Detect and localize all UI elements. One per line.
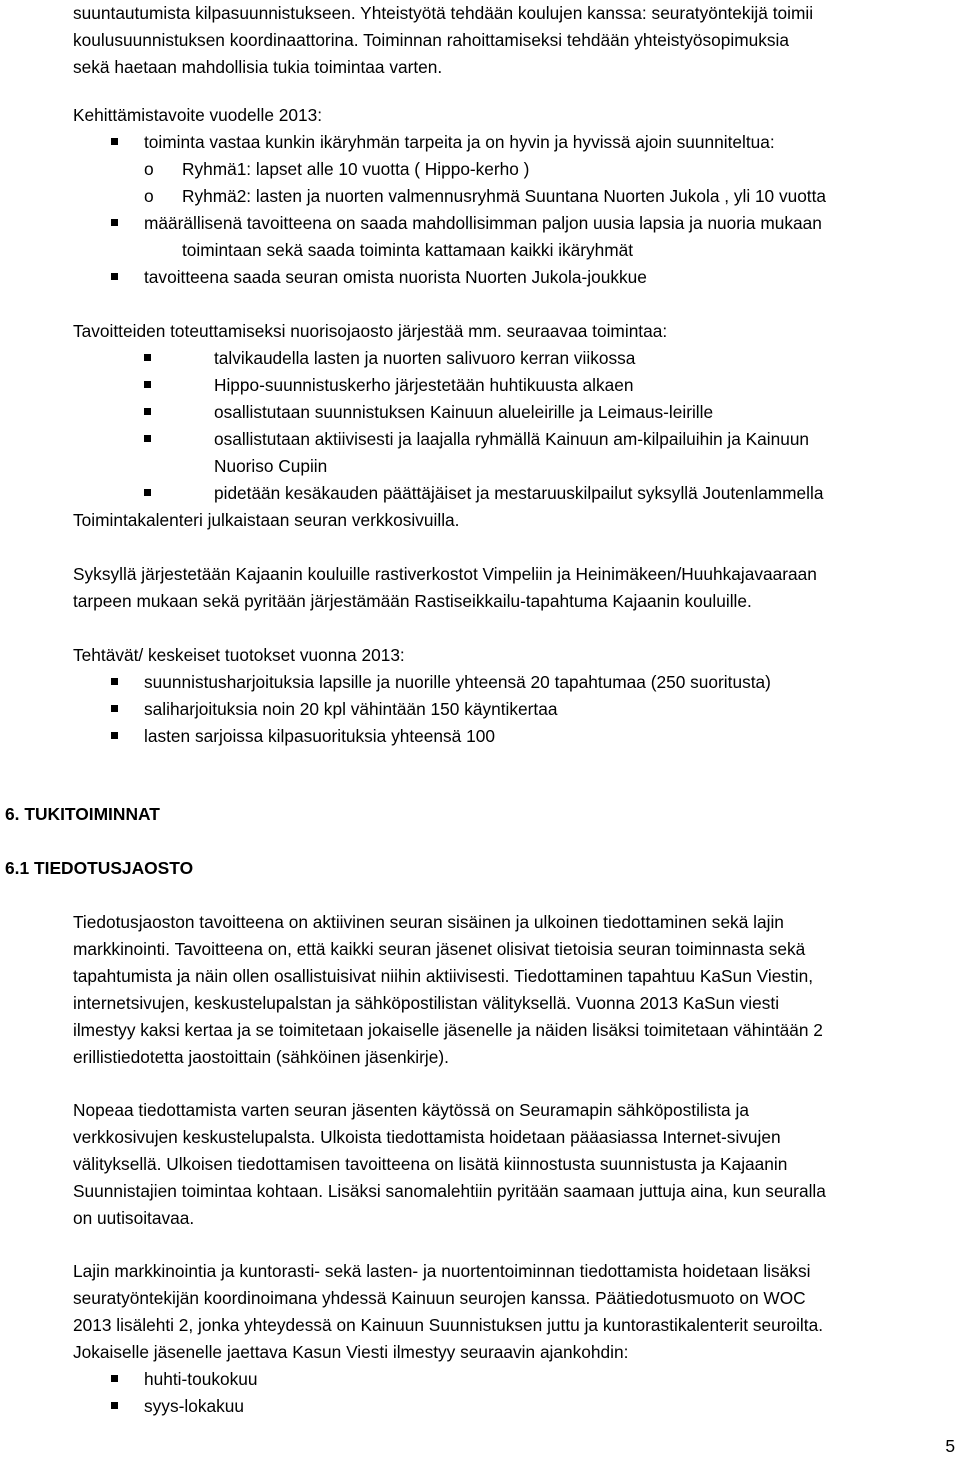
p2-line-1: Nopeaa tiedottamista varten seuran jäsenten käytössä on Seuramapin sähköpostilista ja (73, 1100, 749, 1120)
toteutus-item-2: Hippo-suunnistuskerho järjestetään huhtikuusta alkaen (214, 375, 634, 395)
square-bullet-icon (111, 219, 118, 226)
kehitys-bullet-3: tavoitteena saada seuran omista nuorista Nuorten Jukola-joukkue (144, 267, 647, 287)
intro-line-2: koulusuunnistuksen koordinaattorina. Toiminnan rahoittamiseksi tehdään yhteistyösopimuksia (73, 30, 789, 50)
ajankohta-2: syys-lokakuu (144, 1396, 244, 1416)
square-bullet-icon (144, 408, 151, 415)
toteutus-item-1: talvikaudella lasten ja nuorten salivuoro kerran viikossa (214, 348, 636, 368)
intro-line-1: suuntautumista kilpasuunnistukseen. Yhteistyötä tehdään koulujen kanssa: seuratyöntekijä toimii (73, 3, 814, 23)
kehitys-bullet-1: toiminta vastaa kunkin ikäryhmän tarpeita ja on hyvin ja hyvissä ajoin suunniteltua: (144, 132, 775, 152)
p1-line-4: internetsivujen, keskustelupalstan ja sähköpostilistan välityksellä. Vuonna 2013 KaSun viesti (73, 993, 780, 1013)
tehtavat-bullet-2: saliharjoituksia noin 20 kpl vähintään 150 käyntikertaa (144, 699, 558, 719)
toteutus-item-3: osallistutaan suunnistuksen Kainuun alueleirille ja Leimaus-leirille (214, 402, 714, 422)
toteutus-item-5: pidetään kesäkauden päättäjäiset ja mestaruuskilpailut syksyllä Joutenlammella (214, 483, 824, 503)
square-bullet-icon (144, 489, 151, 496)
square-bullet-icon (111, 1375, 118, 1382)
square-bullet-icon (111, 138, 118, 145)
tehtavat-title: Tehtävät/ keskeiset tuotokset vuonna 2013: (73, 645, 405, 665)
tehtavat-bullet-1: suunnistusharjoituksia lapsille ja nuorille yhteensä 20 tapahtumaa (250 suoritusta) (144, 672, 771, 692)
p1-line-2: markkinointi. Tavoitteena on, että kaikki seuran jäsenet olisivat tietoisia seuran toiminnasta sekä (73, 939, 806, 959)
p1-line-3: tapahtumista ja näin ollen osallistuisivat niihin aktiivisesti. Tiedottaminen tapahtuu KaSun Viestin, (73, 966, 814, 986)
circle-bullet-icon: o (144, 186, 154, 206)
section-6-1-heading: 6.1 TIEDOTUSJAOSTO (5, 858, 194, 878)
p2-line-4: Suunnistajien toimintaa kohtaan. Lisäksi sanomalehtiin pyritään saamaan juttuja aina, kun seuralla (73, 1181, 826, 1201)
page-number: 5 (945, 1436, 955, 1456)
toteutus-item-4a: osallistutaan aktiivisesti ja laajalla ryhmällä Kainuun am-kilpailuihin ja Kainuun (214, 429, 810, 449)
p3-line-3: 2013 lisälehti 2, jonka yhteydessä on Kainuun Suunnistuksen juttu ja kuntorastikalenterit seuroilta. (73, 1315, 823, 1335)
square-bullet-icon (111, 273, 118, 280)
kehitys-sub-2: Ryhmä2: lasten ja nuorten valmennusryhmä Suuntana Nuorten Jukola , yli 10 vuotta (182, 186, 826, 206)
p3-line-4: Jokaiselle jäsenelle jaettava Kasun Viesti ilmestyy seuraavin ajankohdin: (73, 1342, 629, 1362)
section-6-heading: 6. TUKITOIMINNAT (5, 804, 160, 824)
kehitys-sub-1: Ryhmä1: lapset alle 10 vuotta ( Hippo-kerho ) (182, 159, 530, 179)
square-bullet-icon (111, 705, 118, 712)
tehtavat-bullet-3: lasten sarjoissa kilpasuorituksia yhteensä 100 (144, 726, 495, 746)
p1-line-5: ilmestyy kaksi kertaa ja se toimitetaan jokaiselle jäsenelle ja näiden lisäksi toimitetaan vähintään 2 (73, 1020, 823, 1040)
square-bullet-icon (144, 435, 151, 442)
p3-line-1: Lajin markkinointia ja kuntorasti- sekä lasten- ja nuortentoiminnan tiedottamista hoidetaan lisäksi (73, 1261, 811, 1281)
square-bullet-icon (144, 381, 151, 388)
p1-line-6: erillistiedotetta jaostoittain (sähköinen jäsenkirje). (73, 1047, 449, 1067)
toteutus-title: Tavoitteiden toteuttamiseksi nuorisojaosto järjestää mm. seuraavaa toimintaa: (73, 321, 668, 341)
ajankohta-1: huhti-toukokuu (144, 1369, 258, 1389)
square-bullet-icon (111, 1402, 118, 1409)
syksy-line-2: tarpeen mukaan sekä pyritään järjestämään Rastiseikkailu-tapahtuma Kajaanin kouluille. (73, 591, 752, 611)
toteutus-after: Toimintakalenteri julkaistaan seuran verkkosivuilla. (73, 510, 460, 530)
syksy-line-1: Syksyllä järjestetään Kajaanin kouluille rastiverkostot Vimpeliin ja Heinimäkeen/Huuhkajavaaraan (73, 564, 817, 584)
p2-line-3: välityksellä. Ulkoisen tiedottamisen tavoitteena on lisätä kiinnostusta suunnistusta ja Kajaanin (73, 1154, 788, 1174)
kehitys-title: Kehittämistavoite vuodelle 2013: (73, 105, 323, 125)
kehitys-bullet-2a: määrällisenä tavoitteena on saada mahdollisimman paljon uusia lapsia ja nuoria mukaan (144, 213, 822, 233)
intro-line-3: sekä haetaan mahdollisia tukia toimintaa varten. (73, 57, 443, 77)
p1-line-1: Tiedotusjaoston tavoitteena on aktiivinen seuran sisäinen ja ulkoinen tiedottaminen sekä lajin (73, 912, 784, 932)
circle-bullet-icon: o (144, 159, 154, 179)
kehitys-bullet-2b: toimintaan sekä saada toiminta kattamaan kaikki ikäryhmät (182, 240, 634, 260)
square-bullet-icon (144, 354, 151, 361)
square-bullet-icon (111, 678, 118, 685)
p2-line-5: on uutisoitavaa. (73, 1208, 195, 1228)
square-bullet-icon (111, 732, 118, 739)
p3-line-2: seuratyöntekijän koordinoimana yhdessä Kainuun seurojen kanssa. Päätiedotusmuoto on WOC (73, 1288, 806, 1308)
p2-line-2: verkkosivujen keskustelupalsta. Ulkoista tiedottamista hoidetaan pääasiassa Internet-sivujen (73, 1127, 781, 1147)
toteutus-item-4b: Nuoriso Cupiin (214, 456, 328, 476)
